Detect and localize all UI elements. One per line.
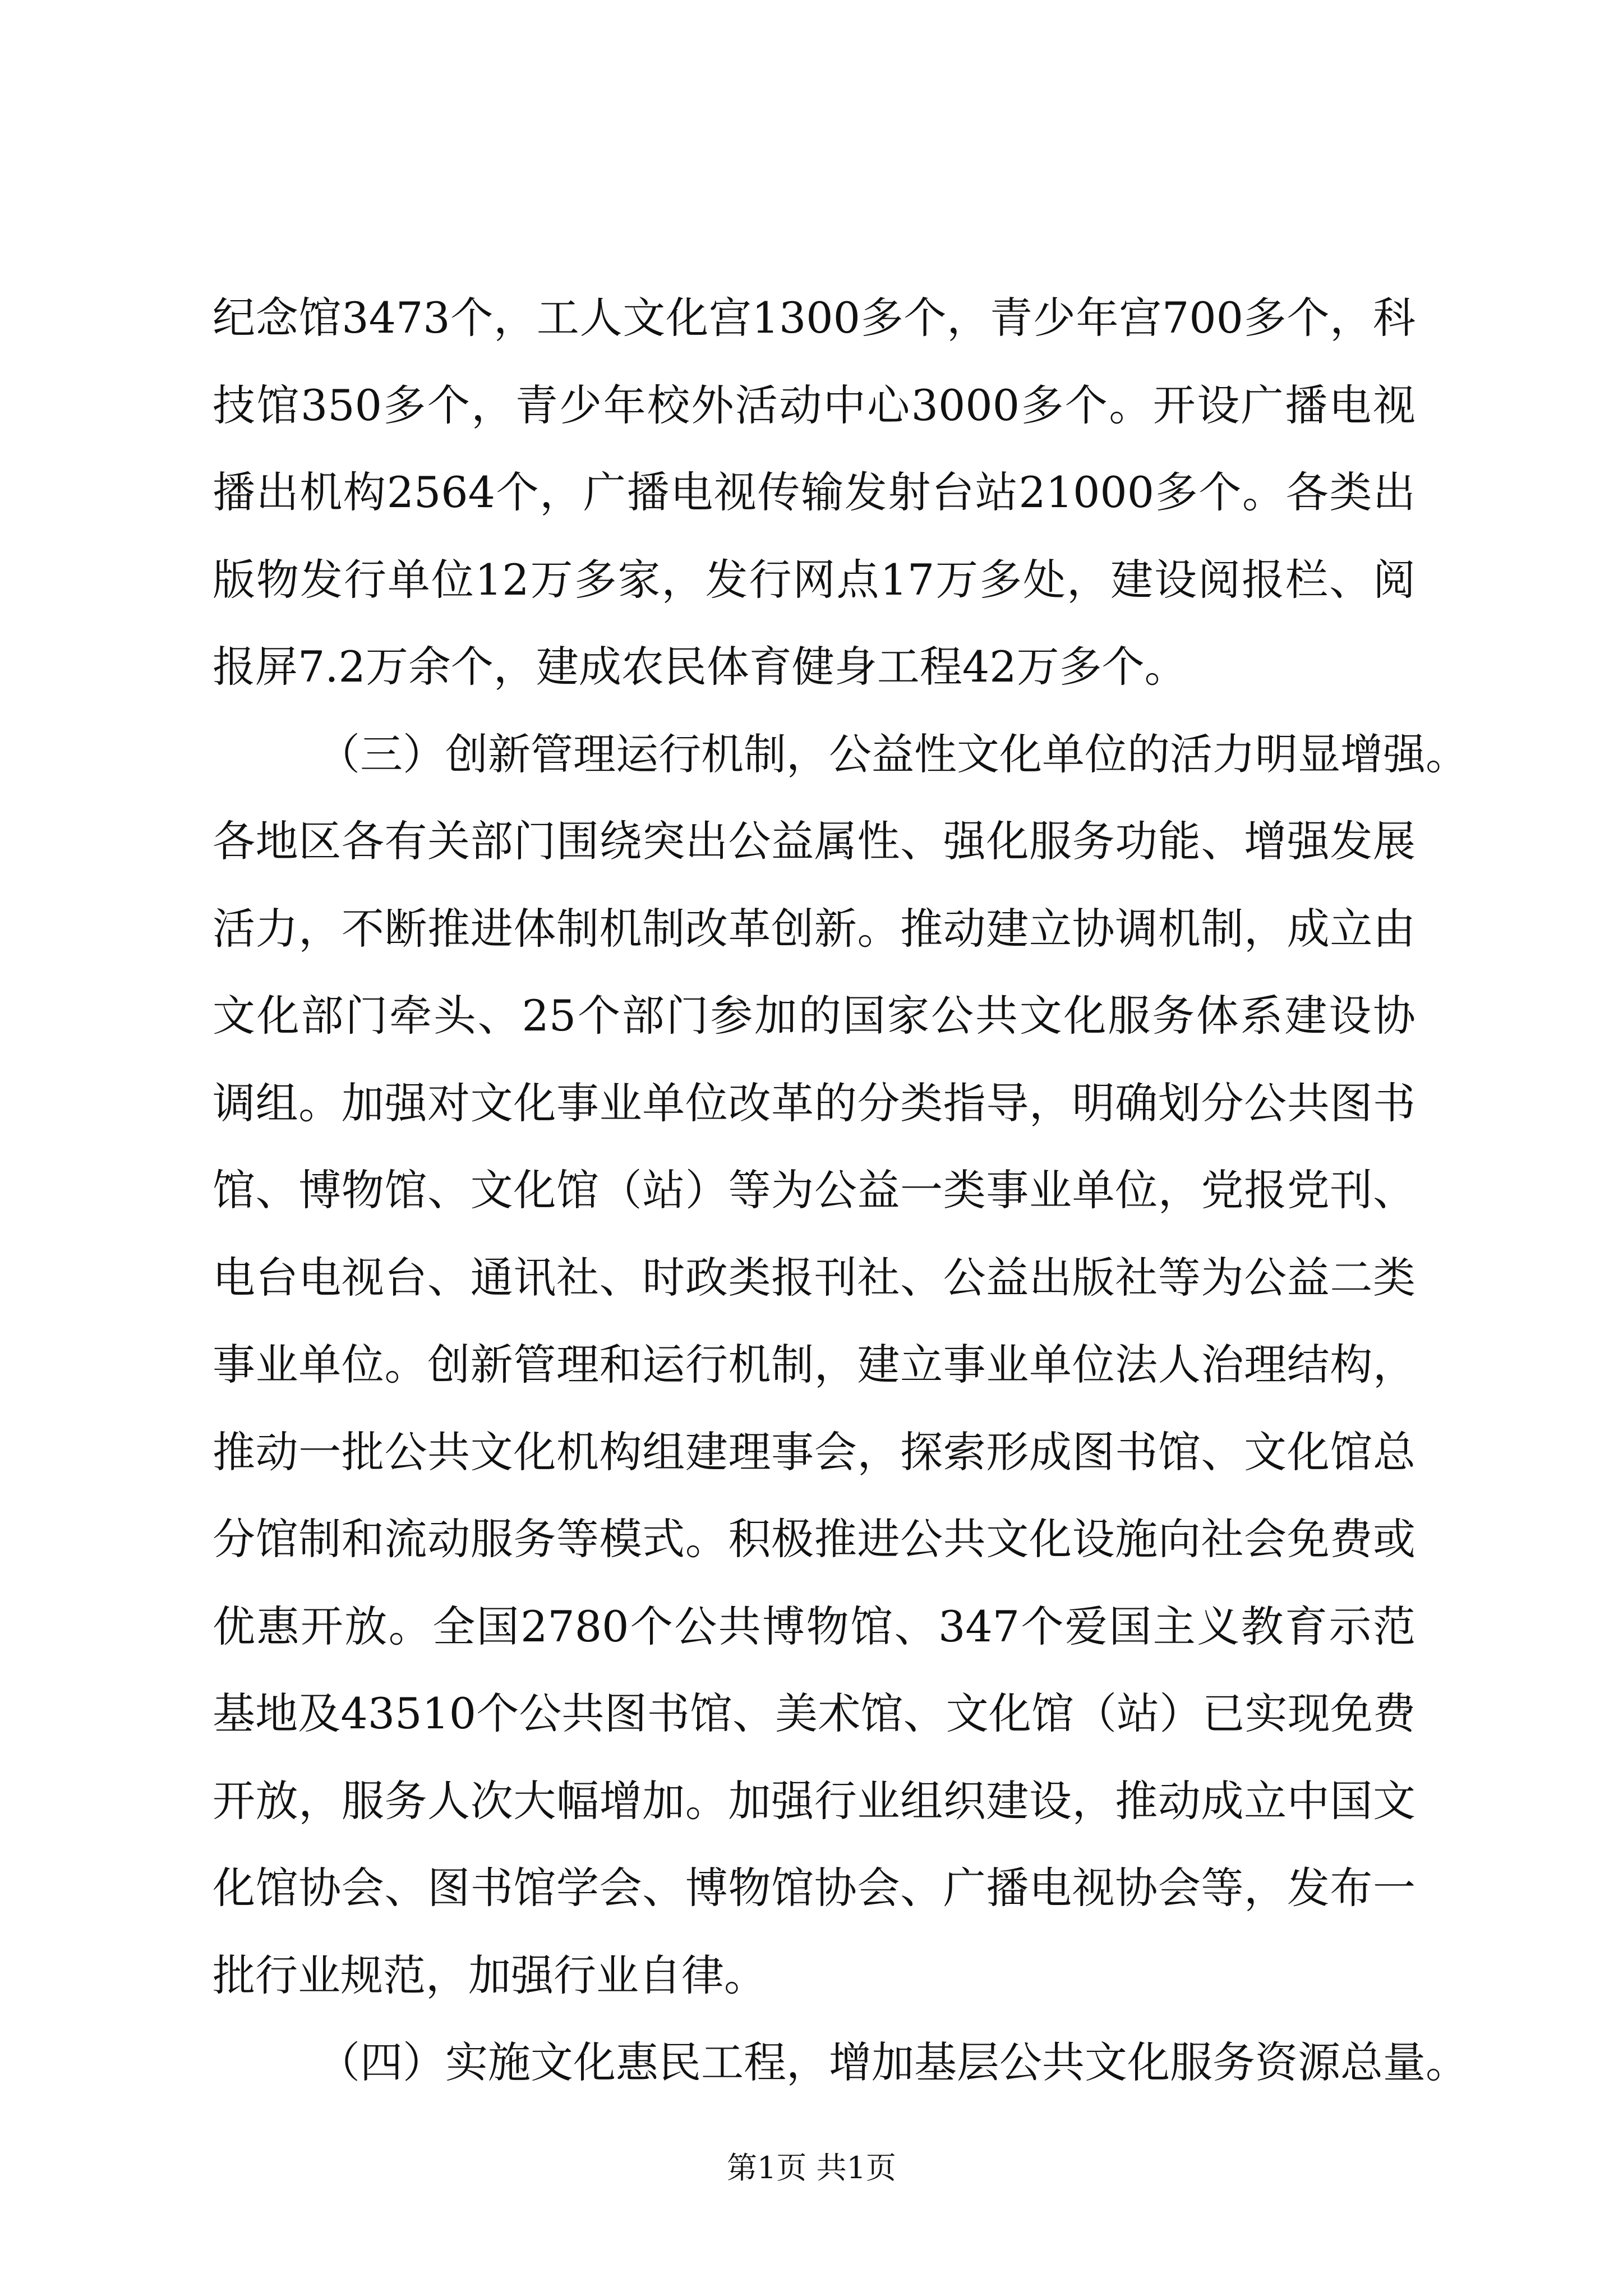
body-line: 开放，服务人次大幅增加。加强行业组织建设，推动成立中国文 [213,1776,1415,1826]
body-line: 活力，不断推进体制机制改革创新。推动建立协调机制，成立由 [213,904,1415,954]
body-line: 文化部门牵头、25个部门参加的国家公共文化服务体系建设协 [213,991,1415,1041]
body-line: 版物发行单位12万多家，发行网点17万多处，建设阅报栏、阅 [213,555,1415,605]
page-footer: 第1页 共1页 [727,2150,896,2185]
body-line: 化馆协会、图书馆学会、博物馆协会、广播电视协会等，发布一 [213,1863,1415,1913]
body-line: 纪念馆3473个，工人文化宫1300多个，青少年宫700多个，科 [213,293,1415,343]
body-line: 优惠开放。全国2780个公共博物馆、347个爱国主义教育示范 [213,1602,1415,1651]
body-line: 技馆350多个，青少年校外活动中心3000多个。开设广播电视 [213,380,1415,430]
section-heading-3: （三）创新管理运行机制，公益性文化单位的活力明显增强。 [317,729,1468,779]
body-line: 播出机构2564个，广播电视传输发射台站21000多个。各类出 [213,467,1415,517]
body-line: 电台电视台、通讯社、时政类报刊社、公益出版社等为公益二类 [213,1253,1415,1303]
body-line: 推动一批公共文化机构组建理事会，探索形成图书馆、文化馆总 [213,1427,1415,1477]
body-line: 事业单位。创新管理和运行机制，建立事业单位法人治理结构， [213,1340,1415,1389]
section-heading-4: （四）实施文化惠民工程，增加基层公共文化服务资源总量。 [317,2037,1468,2087]
body-line: 基地及43510个公共图书馆、美术馆、文化馆（站）已实现免费 [213,1688,1415,1738]
body-line: 报屏7.2万余个，建成农民体育健身工程42万多个。 [213,642,1187,692]
body-line: 馆、博物馆、文化馆（站）等为公益一类事业单位，党报党刊、 [213,1165,1415,1215]
body-line: 调组。加强对文化事业单位改革的分类指导，明确划分公共图书 [213,1078,1415,1128]
body-line: 批行业规范，加强行业自律。 [213,1950,767,2000]
body-line: 各地区各有关部门围绕突出公益属性、强化服务功能、增强发展 [213,816,1415,866]
body-line: 分馆制和流动服务等模式。积极推进公共文化设施向社会免费或 [213,1514,1415,1564]
